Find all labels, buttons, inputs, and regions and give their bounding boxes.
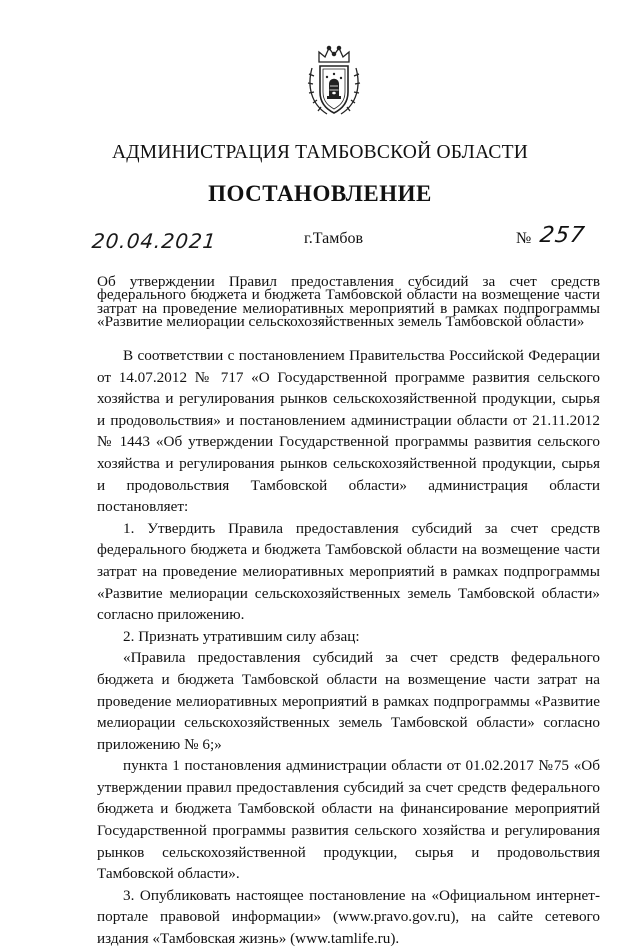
repealed-text-paragraph: «Правила предоставления субсидий за счет средств федерального бюджета и бюджета Тамбовской области на возмещение части затрат на проведение мелиоративных мероприятий в рамках подпрограммы «Развитие мелиорации сельскохозяйственных земель Тамбовской области» согласно приложению № 6;» [97,649,600,753]
clause-1-paragraph: 1. Утвердить Правила предоставления субсидий за счет средств федерального бюджета и бюджета Тамбовской области на возмещение части затрат на проведение мелиоративных мероприятий в рамках подпрограммы «Развитие мелиорации сельскохозяйственных земель Тамбовской области» согласно приложению. [97,519,600,624]
resolution-title: Об утверждении Правил предоставления субсидий за счет средств федерального бюджета и бюджета Тамбовской области на возмещение части затрат на проведение мелиоративных мероприятий в рамках подпрограммы «Развитие мелиорации сельскохозяйственных земель Тамбовской области» [97,273,600,331]
preamble-paragraph: В соответствии с постановлением Правительства Российской Федерации от 14.07.2012 № 717 «О Государственной программе развития сельского хозяйства и регулирования рынков сельскохозяйственной продукции, сырья и продовольствия» и постановлением администрации области от 21.11.2012 № 1443 «Об утверждении Государственной программы развития сельского хозяйства и регулирования рынков сельскохозяйственной продукции, сырья и продовольствия Тамбовской области» администрация области постановляет: [97,347,600,516]
coat-of-arms-icon [305,44,363,120]
organization-name: АДМИНИСТРАЦИЯ ТАМБОВСКОЙ ОБЛАСТИ [112,142,528,163]
repealed-source-paragraph: пункта 1 постановления администрации области от 01.02.2017 №75 «Об утверждении правил предоставления субсидий за счет средств федерального бюджета и бюджета Тамбовской области на финансирование мероприятий Государственной программы развития сельского хозяйства и регулирования рынков сельскохозяйственной продукции, сырья и продовольствия Тамбовской области». [97,757,600,883]
city-label: г.Тамбов [304,230,364,247]
handwritten-document-number: 257 [538,223,587,248]
handwritten-date: 20.04.2021 [90,229,218,253]
clause-2-paragraph: 2. Признать утратившим силу абзац: [123,627,360,645]
resolution-body [97,345,600,950]
clause-3-paragraph: 3. Опубликовать настоящее постановление на «Официальном интернет-портале правовой информации» (www.pravo.gov.ru), на сайте сетевого издания «Тамбовская жизнь» (www.tamlife.ru). [97,886,600,948]
number-sign: № [516,230,532,247]
document-type-heading: ПОСТАНОВЛЕНИЕ [208,181,432,206]
